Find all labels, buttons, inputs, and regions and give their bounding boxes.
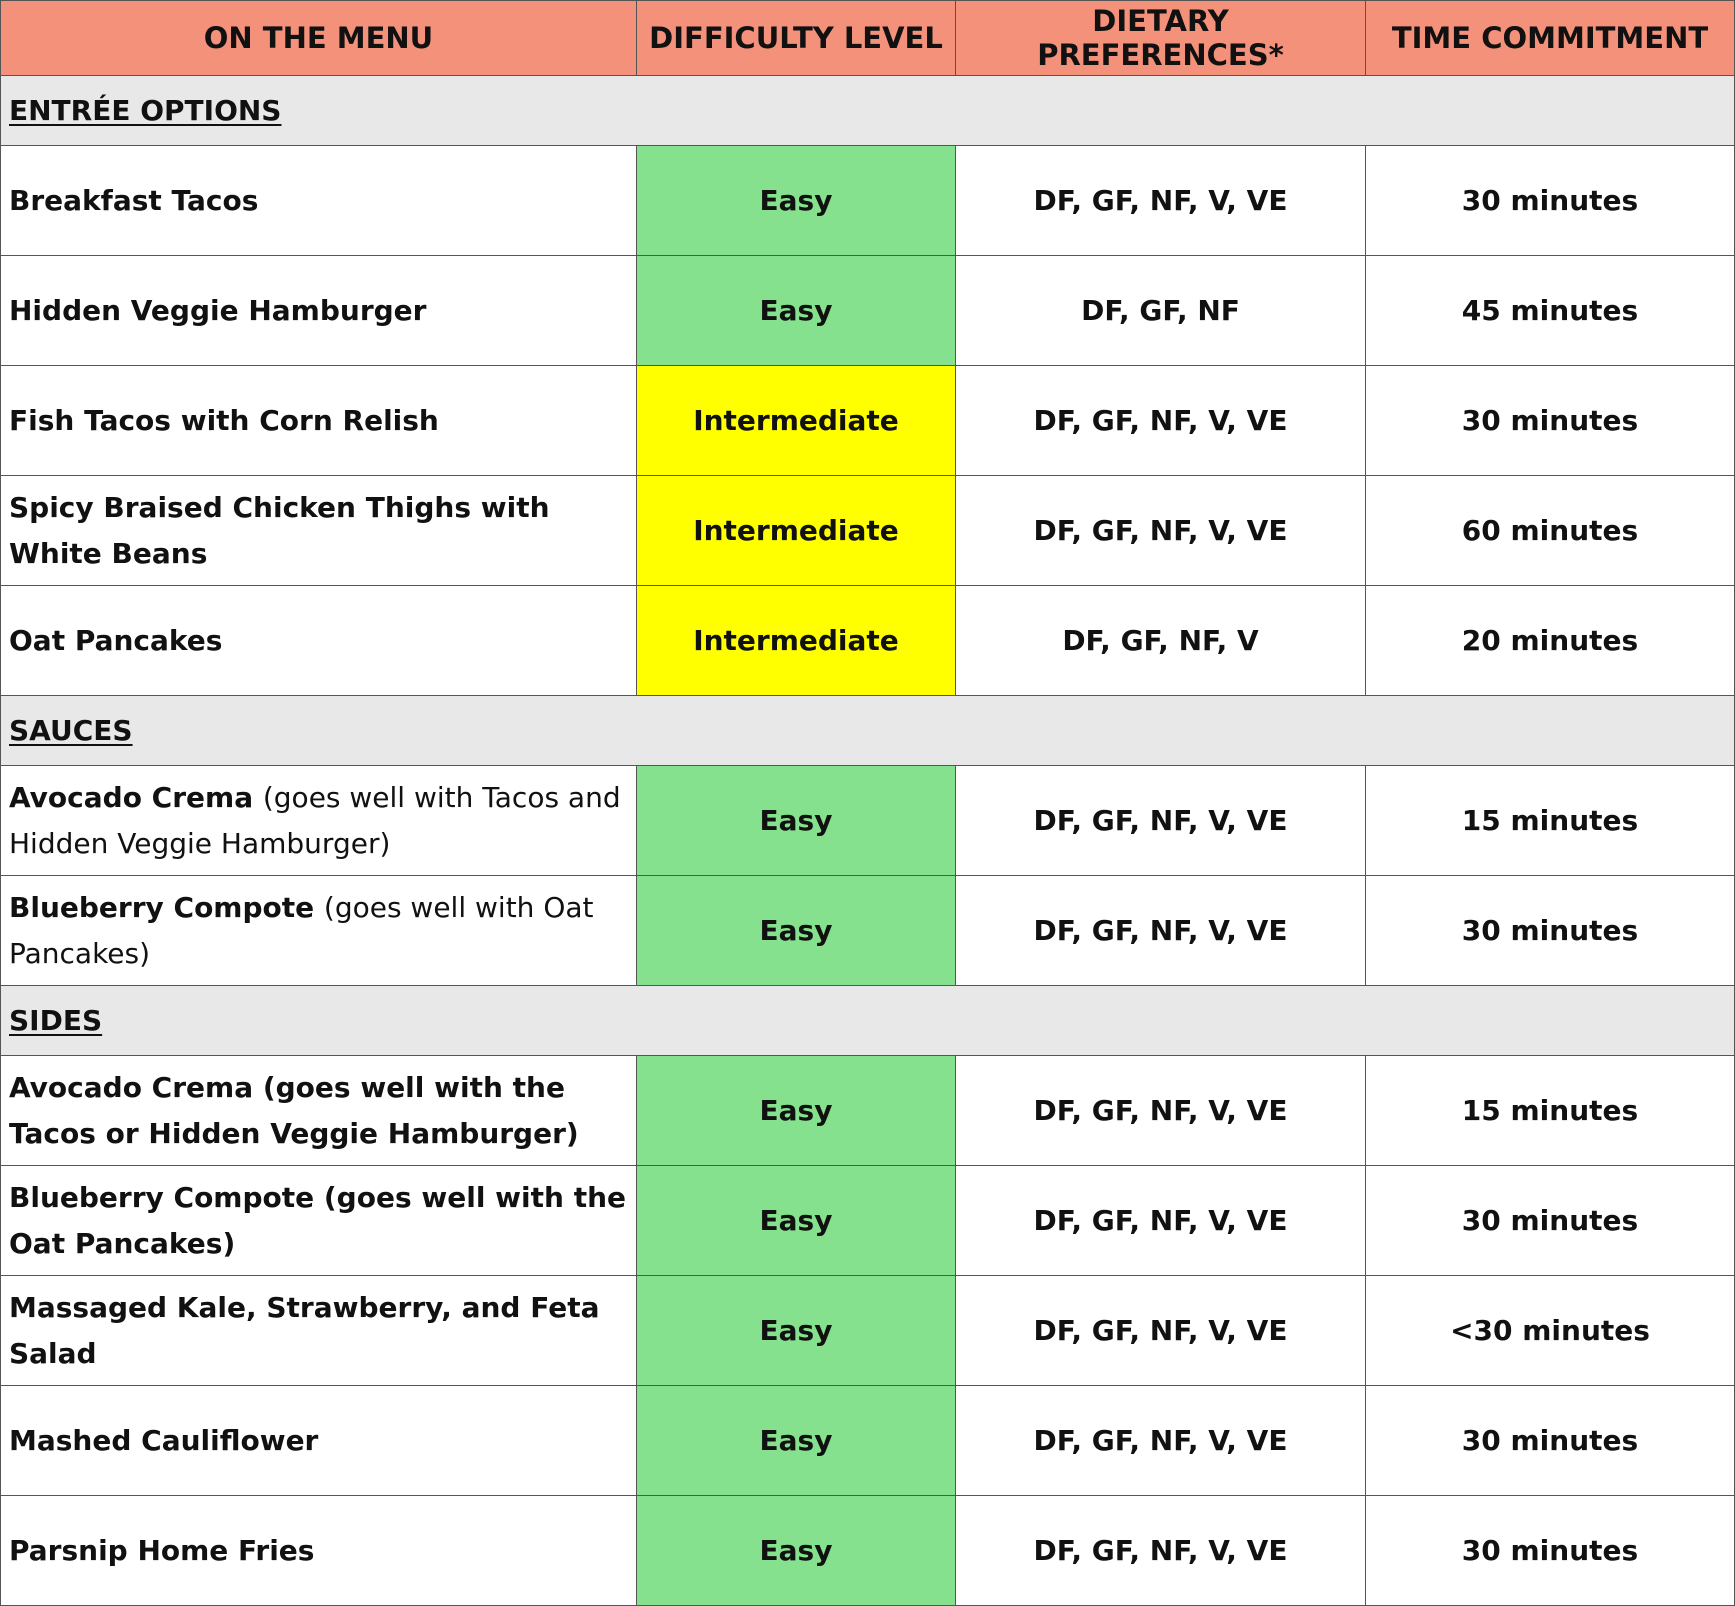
time-cell: 30 minutes	[1366, 1166, 1735, 1276]
dish-name: Hidden Veggie Hamburger	[9, 293, 427, 327]
time-cell: 45 minutes	[1366, 256, 1735, 366]
dietary-cell: DF, GF, NF, V, VE	[956, 1166, 1366, 1276]
dietary-cell: DF, GF, NF, V, VE	[956, 766, 1366, 876]
header-time: TIME COMMITMENT	[1366, 1, 1735, 76]
dish-cell	[1, 1496, 637, 1606]
difficulty-cell: Easy	[637, 256, 956, 366]
dish-name: Avocado Crema	[9, 780, 254, 814]
dish-name: Fish Tacos with Corn Relish	[9, 403, 439, 437]
header-difficulty: DIFFICULTY LEVEL	[637, 1, 956, 76]
dietary-cell: DF, GF, NF, V, VE	[956, 1386, 1366, 1496]
difficulty-cell: Easy	[637, 1056, 956, 1166]
dish-cell	[1, 256, 637, 366]
difficulty-cell: Easy	[637, 146, 956, 256]
dish-cell	[1, 1276, 637, 1386]
section-title: ENTRÉE OPTIONS	[1, 76, 1735, 146]
menu-row	[1, 1276, 1735, 1386]
difficulty-cell: Easy	[637, 1386, 956, 1496]
dish-name: Spicy Braised Chicken Thighs with White Beans	[9, 490, 550, 570]
dish-cell	[1, 366, 637, 476]
difficulty-cell: Easy	[637, 1276, 956, 1386]
dish-cell	[1, 766, 637, 876]
time-cell: 20 minutes	[1366, 586, 1735, 696]
time-cell: 60 minutes	[1366, 476, 1735, 586]
menu-row	[1, 766, 1735, 876]
dietary-cell: DF, GF, NF, V, VE	[956, 366, 1366, 476]
dish-cell	[1, 1166, 637, 1276]
time-cell: 30 minutes	[1366, 1496, 1735, 1606]
dietary-cell: DF, GF, NF, V	[956, 586, 1366, 696]
dish-name: Massaged Kale, Strawberry, and Feta Salad	[9, 1290, 600, 1370]
menu-row	[1, 1056, 1735, 1166]
time-cell: 15 minutes	[1366, 766, 1735, 876]
time-cell: <30 minutes	[1366, 1276, 1735, 1386]
section-title: SIDES	[1, 986, 1735, 1056]
menu-row	[1, 1386, 1735, 1496]
menu-row	[1, 1166, 1735, 1276]
section-title: SAUCES	[1, 696, 1735, 766]
dish-name: Blueberry Compote	[9, 890, 315, 924]
dish-cell	[1, 1386, 637, 1496]
menu-row	[1, 476, 1735, 586]
dish-name: Breakfast Tacos	[9, 183, 259, 217]
dietary-cell: DF, GF, NF, V, VE	[956, 876, 1366, 986]
menu-body	[1, 76, 1735, 1606]
difficulty-cell: Intermediate	[637, 476, 956, 586]
dish-cell	[1, 876, 637, 986]
menu-row	[1, 586, 1735, 696]
section-row	[1, 986, 1735, 1056]
dietary-cell: DF, GF, NF, V, VE	[956, 1056, 1366, 1166]
dish-cell	[1, 476, 637, 586]
header-menu: ON THE MENU	[1, 1, 637, 76]
dish-name: Blueberry Compote (goes well with the Oat Pancakes)	[9, 1180, 626, 1260]
dish-name: Avocado Crema (goes well with the Tacos or Hidden Veggie Hamburger)	[9, 1070, 579, 1150]
dish-name: Oat Pancakes	[9, 623, 223, 657]
dish-name: Parsnip Home Fries	[9, 1533, 315, 1567]
dietary-cell: DF, GF, NF	[956, 256, 1366, 366]
dish-cell	[1, 1056, 637, 1166]
difficulty-cell: Intermediate	[637, 366, 956, 476]
difficulty-cell: Easy	[637, 1166, 956, 1276]
difficulty-cell: Intermediate	[637, 586, 956, 696]
menu-row	[1, 146, 1735, 256]
section-row	[1, 696, 1735, 766]
menu-row	[1, 1496, 1735, 1606]
header-row	[1, 1, 1735, 76]
time-cell: 30 minutes	[1366, 876, 1735, 986]
time-cell: 30 minutes	[1366, 1386, 1735, 1496]
dietary-cell: DF, GF, NF, V, VE	[956, 1276, 1366, 1386]
menu-row	[1, 876, 1735, 986]
dietary-cell: DF, GF, NF, V, VE	[956, 146, 1366, 256]
menu-row	[1, 256, 1735, 366]
time-cell: 30 minutes	[1366, 366, 1735, 476]
difficulty-cell: Easy	[637, 766, 956, 876]
menu-row	[1, 366, 1735, 476]
dietary-cell: DF, GF, NF, V, VE	[956, 1496, 1366, 1606]
dish-name: Mashed Cauliflower	[9, 1423, 319, 1457]
dish-note: (goes well with Tacos and Hidden Veggie Hamburger)	[9, 780, 621, 860]
time-cell: 15 minutes	[1366, 1056, 1735, 1166]
difficulty-cell: Easy	[637, 1496, 956, 1606]
dish-cell	[1, 146, 637, 256]
section-row	[1, 76, 1735, 146]
dietary-cell: DF, GF, NF, V, VE	[956, 476, 1366, 586]
time-cell: 30 minutes	[1366, 146, 1735, 256]
header-dietary: DIETARY PREFERENCES*	[956, 1, 1366, 76]
dish-note: (goes well with Oat Pancakes)	[9, 890, 594, 970]
dish-cell	[1, 586, 637, 696]
difficulty-cell: Easy	[637, 876, 956, 986]
